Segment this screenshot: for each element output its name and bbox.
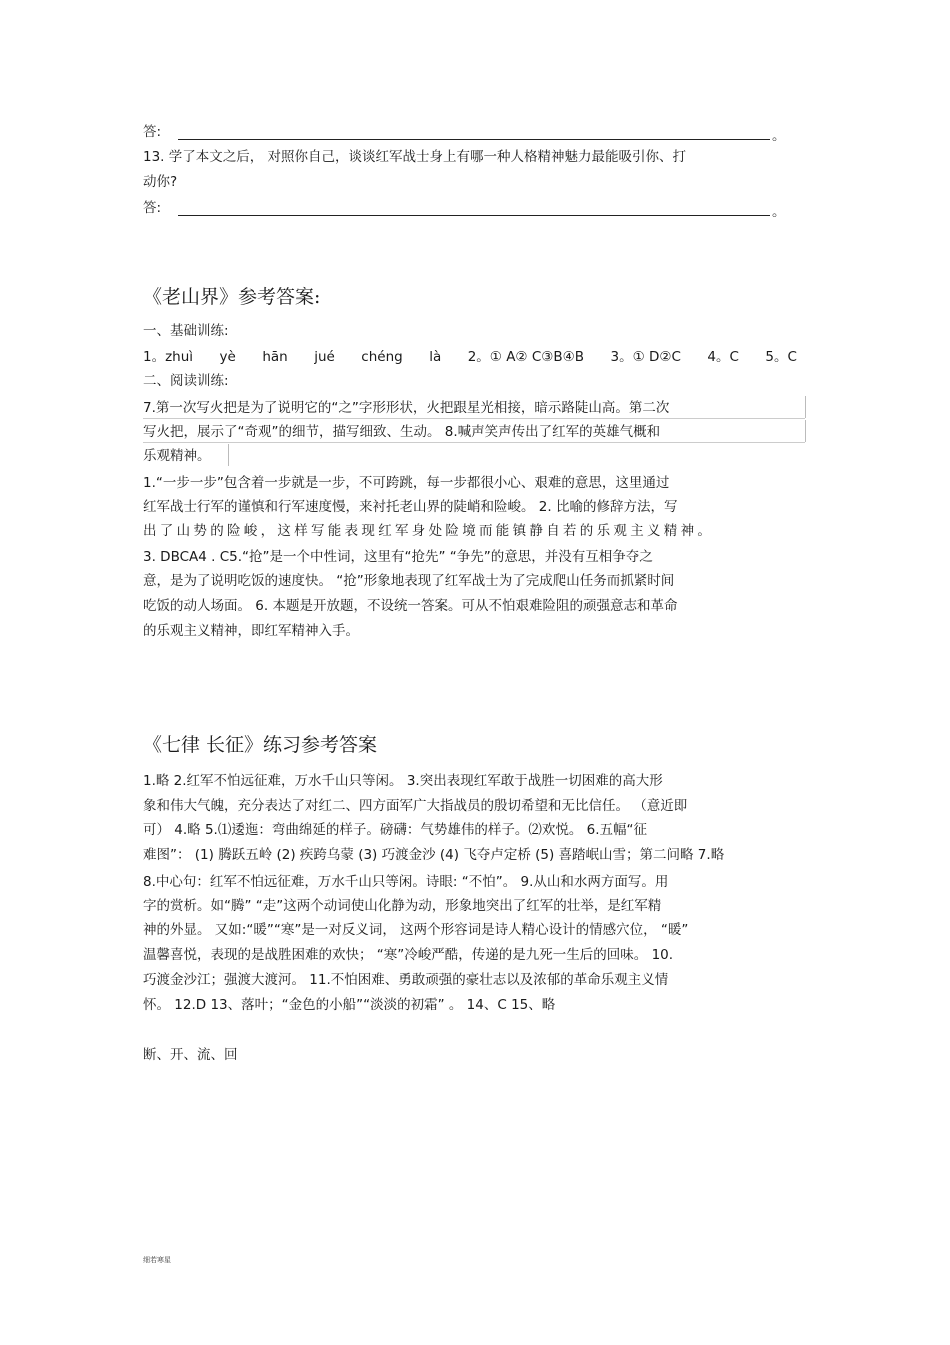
- box-edge: [143, 418, 805, 419]
- changzheng-answer-line: 可） 4.略 5.⑴逶迤：弯曲绵延的样子。磅礴：气势雄伟的样子。⑵欢悦。 6.五幅“征: [143, 822, 648, 838]
- box-edge: [143, 442, 805, 443]
- laoshanjie-answer-line: 3. DBCA4 . C5.“抢”是一个中性词，这里有“抢先” “争先”的意思，并没有互相争夺之: [143, 549, 653, 565]
- changzheng-answer-line: 字的赏析。如“腾” “走”这两个动词使山化静为动，形象地突出了红军的壮举，是红军精: [143, 898, 662, 914]
- page-footer: 细若寒星: [143, 1256, 171, 1264]
- laoshanjie-answer-line: 意，是为了说明吃饭的速度快。 “抢”形象地表现了红军战士为了完成爬山任务而抓紧时间: [143, 573, 675, 589]
- changzheng-answer-line: 1.略 2.红军不怕远征难，万水千山只等闲。 3.突出表现红军敢于战胜一切困难的高大形: [143, 773, 663, 789]
- laoshanjie-answer-line: 1.“一步一步”包含着一步就是一步，不可跨跳，每一步都很小心、艰难的意思，这里通过: [143, 475, 670, 491]
- answer-label-2: 答:: [143, 200, 162, 216]
- answer-line-1: [178, 139, 770, 140]
- box-edge: [228, 444, 229, 466]
- reading-answer-line: 写火把，展示了“奇观”的细节，描写细致、生动。 8.喊声笑声传出了红军的英雄气概和: [143, 424, 661, 440]
- basic-training-answers: [143, 349, 797, 366]
- basic-item: 2。① A② C③B④B: [467, 349, 584, 365]
- question-13-line-1: 13. 学了本文之后， 对照你自己，谈谈红军战士身上有哪一种人格精神魅力最能吸引你、打: [143, 149, 687, 165]
- basic-training-heading: 一、基础训练:: [143, 323, 229, 339]
- changzheng-answer-line: 温馨喜悦，表现的是战胜困难的欢快； “寒”冷峻严酷，传递的是九死一生后的回味。 10.: [143, 947, 674, 963]
- laoshanjie-title: 《老山界》参考答案:: [143, 286, 321, 308]
- laoshanjie-answer-line: 吃饭的动人场面。 6. 本题是开放题，不设统一答案。可从不怕艰难险阻的顽强意志和革命: [143, 598, 678, 614]
- reading-training-heading: 二、阅读训练:: [143, 373, 229, 389]
- basic-item: 1。zhuì: [143, 349, 194, 365]
- reading-answer-line: 7.第一次写火把是为了说明它的“之”字形形状，火把跟星光相接，暗示路陡山高。第二次: [143, 400, 670, 416]
- changzheng-answer-line: 8.中心句：红军不怕远征难，万水千山只等闲。诗眼: “不怕”。 9.从山和水两方面写。用: [143, 874, 669, 890]
- extra-answer-line: 断、开、流、回: [143, 1047, 238, 1063]
- basic-item: chéng: [361, 349, 403, 365]
- changzheng-answer-line: 象和伟大气魄，充分表达了对红二、四方面军广大指战员的殷切希望和无比信任。 （意近即: [143, 798, 688, 814]
- reading-answer-line: 乐观精神。: [143, 448, 211, 464]
- answer-label-1: 答:: [143, 124, 162, 140]
- answer-line-2: [178, 215, 770, 216]
- basic-item: jué: [314, 349, 335, 365]
- basic-item: yè: [219, 349, 236, 365]
- question-13-line-2: 动你?: [143, 174, 178, 190]
- laoshanjie-answer-line: 出了山势的险峻，这样写能表现红军身处险境而能镇静自若的乐观主义精神。: [143, 523, 715, 539]
- changzheng-title: 《七律 长征》练习参考答案: [143, 734, 378, 756]
- basic-item: hān: [262, 349, 288, 365]
- basic-item: 3。① D②C: [610, 349, 681, 365]
- box-edge: [805, 420, 806, 442]
- changzheng-answer-line: 怀。 12.D 13、落叶；“金色的小船”“淡淡的初霜” 。 14、C 15、略: [143, 997, 556, 1013]
- changzheng-answer-line: 神的外显。 又如:“暖”“寒”是一对反义词， 这两个形容词是诗人精心设计的情感穴位， “暖”: [143, 922, 689, 938]
- laoshanjie-answer-line: 红军战士行军的谨慎和行军速度慢，来衬托老山界的陡峭和险峻。 2. 比喻的修辞方法，写: [143, 499, 678, 515]
- basic-item: là: [429, 349, 442, 365]
- changzheng-answer-line: 巧渡金沙江；强渡大渡河。 11.不怕困难、勇敢顽强的豪壮志以及浓郁的革命乐观主义情: [143, 972, 669, 988]
- basic-item: 4。C: [707, 349, 739, 365]
- box-edge: [805, 396, 806, 418]
- basic-item: 5。C: [765, 349, 797, 365]
- answer-period-2: 。: [772, 204, 786, 220]
- answer-period-1: 。: [772, 128, 786, 144]
- changzheng-answer-line: 难图”： (1) 腾跃五岭 (2) 疾跨乌蒙 (3) 巧渡金沙 (4) 飞夺卢定桥 (5) 喜踏岷山雪；第二问略 7.略: [143, 847, 725, 863]
- laoshanjie-answer-line: 的乐观主义精神，即红军精神入手。: [143, 623, 359, 639]
